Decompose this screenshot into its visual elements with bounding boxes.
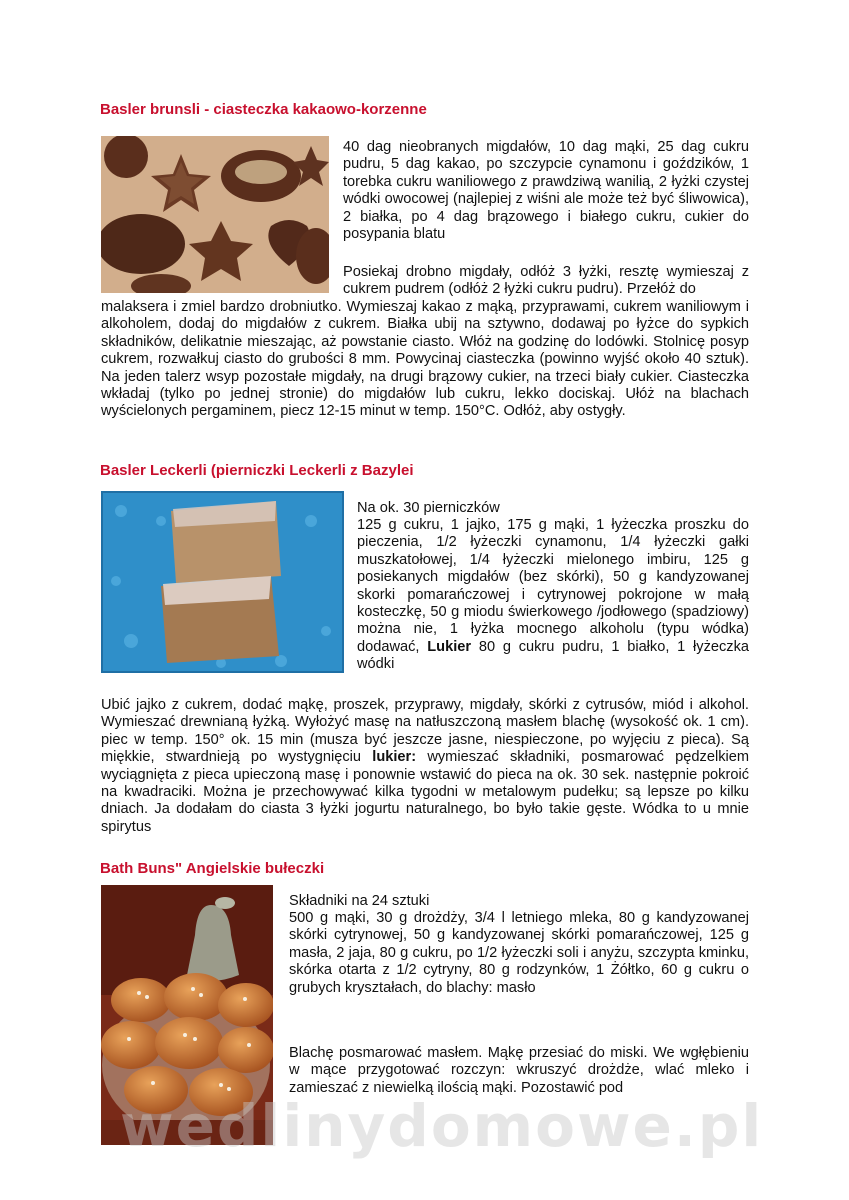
bath-buns-photo — [101, 885, 273, 1145]
leckerli-ingredients: 125 g cukru, 1 jajko, 175 g mąki, 1 łyżeczka proszku do pieczenia, 1/2 łyżeczki cynamonu, 1/4 łyżeczki gałki muszkatołowej, 1/4 łyżeczki mielonego imbiru, 125 g posiekanych migdałów (bez skórki), 50 g kandyzowanej skorki pomarańczowej i cytrynowej pokrojone w małą kosteczkę, 50 g miodu świerkowego /jodłowego (spadziowy) można nie, 1 łyżka mocnego alkoholu (typu wódka) dodawać, Lukier 80 g cukru pudru, 1 białko, 1 łyżeczka wódki — [357, 517, 750, 673]
icing-label: Lukier — [427, 638, 472, 655]
brunsli-method: malaksera i zmiel bardzo drobniutko. Wymieszaj kakao z mąką, przyprawami, cukrem waniliowym i alkoholem, dodaj do migdałów z cukrem. Białka ubij na sztywno, dodawaj po łyżce do sypkich składników, delikatnie mieszając, aż powstanie ciasto. Włóż na godzinę do lodówki. Stolnicę posyp cukrem, rozwałkuj ciasto do grubości 8 mm. Powycinaj ciasteczka (powinno wyjść około 40 sztuk). Na jeden talerz wsyp pozostałe migdały, na drugi brązowy cukier, na trzeci biały cukier. Ciasteczka wkładaj (tylko po jednej stronie) do migdałów lub cukru, lekko dociskaj. Ułóż na blachach wyścielonych pergaminem, piecz 12-15 minut w temp. 150°C. Odłóż, aby ostygły. — [101, 299, 749, 420]
recipe-title-leckerli: Basler Leckerli (pierniczki Leckerli z Bazylei — [100, 462, 414, 479]
bath-buns-ingredients: 500 g mąki, 30 g drożdży, 3/4 l letniego mleka, 80 g kandyzowanej skórki cytrynowej, 50 g kandyzowanej skórki pomarańczowej, 125 g masła, 2 jaja, 80 g cukru, po 1/2 łyżeczki soli i anyżu, szczypta kminku, skórka otarta z 1/2 cytryny, 80 g rodzynków, 1 Żółtko, 60 g cukru o grubych kryształach, do blachy: masło — [289, 910, 749, 996]
recipe-title-brunsli: Basler brunsli - ciasteczka kakaowo-korzenne — [100, 101, 427, 118]
brunsli-method-intro: Posiekaj drobno migdały, odłóż 3 łyżki, resztę wymieszaj z cukrem pudrem (odłóż 2 łyżki cukru pudru). Przełóż do — [343, 264, 749, 298]
leckerli-photo — [101, 491, 344, 673]
bath-buns-method: Blachę posmarować masłem. Mąkę przesiać do miski. We wgłębieniu w mące przygotować rozczyn: wkruszyć drożdże, wlać mleko i zamieszać z niewielką ilością mąki. Pozostawić pod — [289, 1045, 749, 1096]
leckerli-method: Ubić jajko z cukrem, dodać mąkę, proszek, przyprawy, migdały, skórki z cytrusów, miód i alkohol. Wymieszać drewnianą łyżką. Wyłożyć masę na natłuszczoną masłem blachę (wysokość ok. 1 cm). piec w temp. 150° ok. 15 min (musza być jeszcze jasne, niespieczone, po wyjęciu z pieca). Są miękkie, stwardnieją po wystygnięciu lukier: wymieszać składniki, posmarować pędzelkiem wyciągnięta z pieca upieczoną masę i ponownie wstawić do pieca na ok. 30 sek. następnie pokroić na kwadraciki. Można je przechowywać kilka tygodni w metalowym pudełku; są lepsze po kilku dniach. Ja dodałam do ciasta 3 łyżki jogurtu naturalnego, bo było takie gęste. Wódka to u mnie spirytus — [101, 697, 750, 835]
recipe-title-bath-buns: Bath Buns" Angielskie bułeczki — [100, 860, 325, 877]
brunsli-ingredients: 40 dag nieobranych migdałów, 10 dag mąki, 25 dag cukru pudru, 5 dag kakao, po szczypcie cynamonu i goździków, 1 torebka cukru waniliowego z prawdziwą wanilią, 2 łyżki czystej wódki owocowej (najlepiej z wiśni ale może też być śliwowica), 2 białka, po 4 dag brązowego i białego cukru, cukier do posypania blatu — [343, 139, 749, 243]
bath-buns-yield: Składniki na 24 sztuki — [289, 893, 430, 909]
icing-method-label: lukier: — [372, 749, 417, 766]
site-watermark: wedlinydomowe.pl — [120, 1092, 764, 1160]
brunsli-cookies-photo — [101, 136, 329, 293]
leckerli-yield: Na ok. 30 pierniczków — [357, 500, 500, 516]
